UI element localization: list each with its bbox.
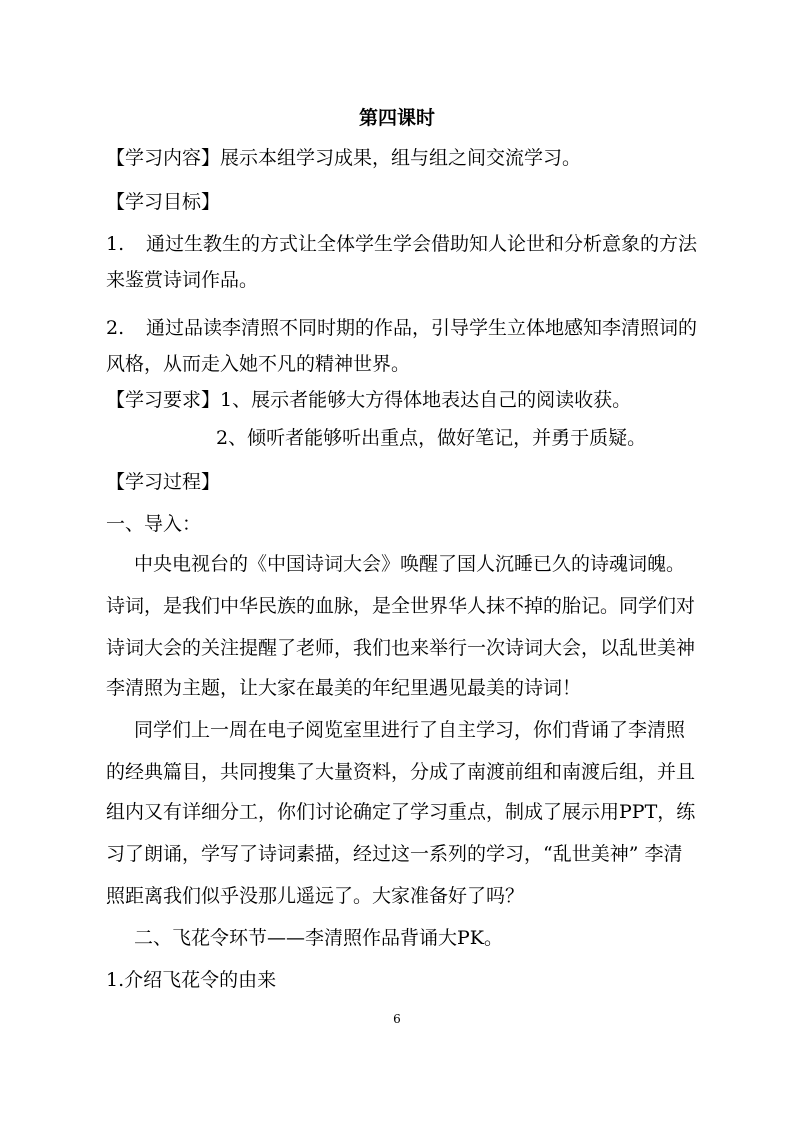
- objective-2-number: 2.: [106, 317, 125, 339]
- section-1-heading: 一、导入：: [106, 513, 202, 535]
- page-title: 第四课时: [358, 107, 435, 129]
- process-heading: 【学习过程】: [106, 471, 221, 493]
- item-1: 1.介绍飞花令的由来: [106, 969, 277, 991]
- para2-line-1: 同学们上一周在电子阅览室里进行了自主学习，你们背诵了李清照: [134, 719, 686, 741]
- para1-line-1: 中央电视台的《中国诗词大会》唤醒了国人沉睡已久的诗魂词魄。: [134, 553, 686, 575]
- page-number: 6: [393, 1012, 401, 1026]
- objectives-heading: 【学习目标】: [106, 191, 221, 213]
- para1-line-3: 诗词大会的关注提醒了老师，我们也来举行一次诗词大会，以乱世美神: [106, 637, 696, 659]
- learning-content: 【学习内容】展示本组学习成果，组与组之间交流学习。: [106, 147, 582, 169]
- para2-line-2: 的经典篇目，共同搜集了大量资料，分成了南渡前组和南渡后组，并且: [106, 761, 696, 783]
- para2-line-4: 习了朗诵，学写了诗词素描，经过这一系列的学习，“乱世美神” 李清: [106, 843, 683, 865]
- section-2-heading: 二、飞花令环节——李清照作品背诵大PK。: [134, 927, 503, 949]
- requirements-line-2: 2、倾听者能够听出重点，做好笔记，并勇于质疑。: [216, 427, 647, 449]
- objective-1-text: 通过生教生的方式让全体学生学会借助知人论世和分析意象的方法: [146, 233, 698, 255]
- requirements-line-1: 【学习要求】1、展示者能够大方得体地表达自己的阅读收获。: [106, 389, 632, 411]
- para1-line-2: 诗词，是我们中华民族的血脉，是全世界华人抹不掉的胎记。同学们对: [106, 595, 696, 617]
- objective-1-second-line: 来鉴赏诗词作品。: [106, 269, 259, 291]
- objective-2-text: 通过品读李清照不同时期的作品，引导学生立体地感知李清照词的: [146, 317, 698, 339]
- para2-line-3: 组内又有详细分工，你们讨论确定了学习重点，制成了展示用PPT，练: [106, 801, 696, 823]
- para2-line-5: 照距离我们似乎没那儿遥远了。大家准备好了吗？: [106, 885, 525, 907]
- objective-2-first-line: [106, 316, 697, 340]
- objective-2-second-line: 风格，从而走入她不凡的精神世界。: [106, 353, 411, 375]
- objective-1-first-line: [106, 232, 697, 256]
- para1-line-4: 李清照为主题，让大家在最美的年纪里遇见最美的诗词！: [106, 677, 582, 699]
- objective-1-number: 1.: [106, 233, 125, 255]
